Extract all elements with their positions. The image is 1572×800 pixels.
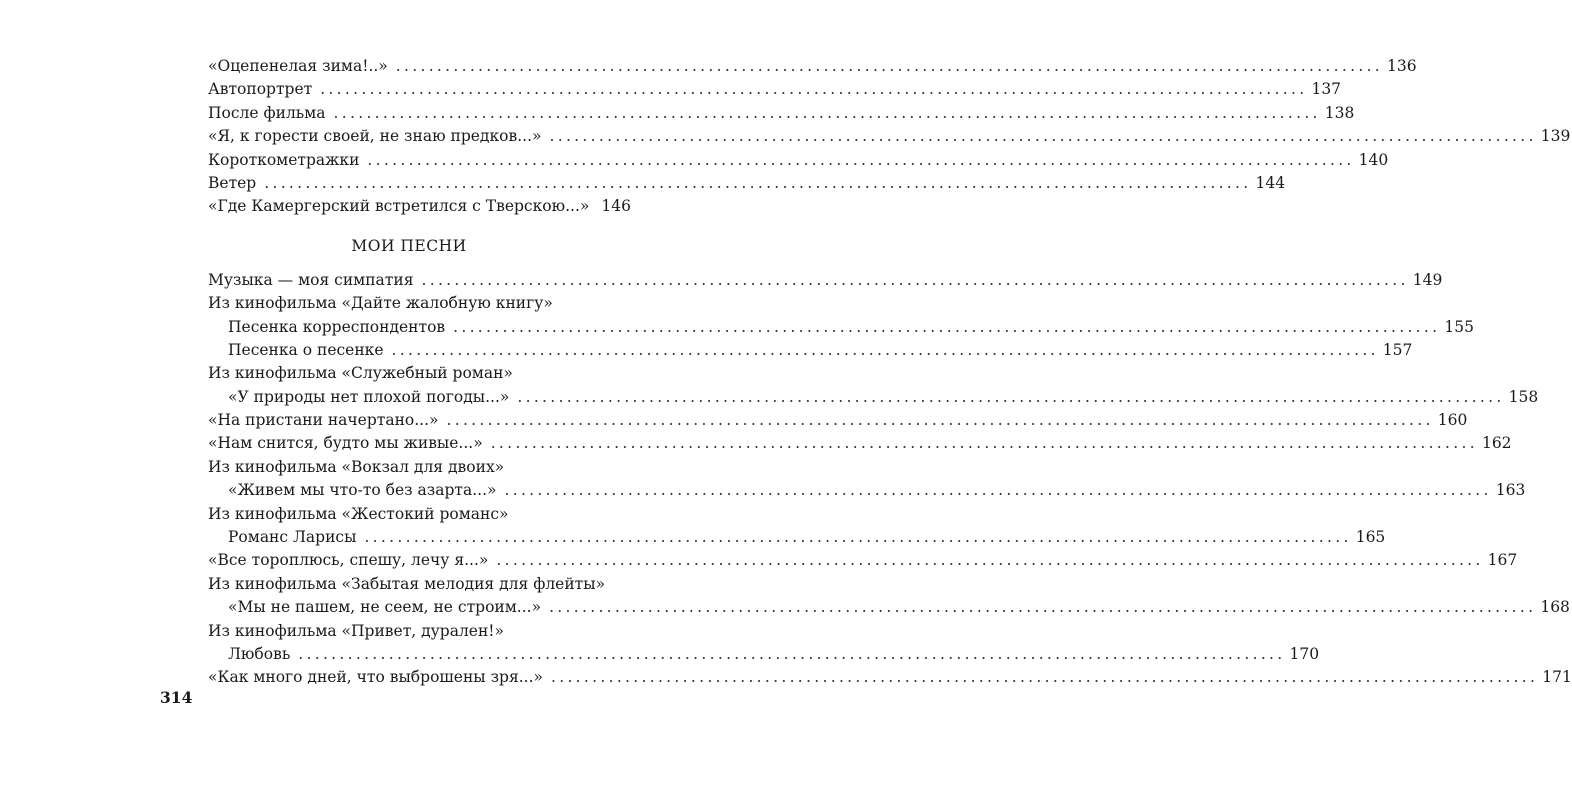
toc-list-songs bbox=[208, 269, 1572, 690]
toc-entry-title: Из кинофильма «Служебный роман» bbox=[208, 364, 513, 383]
toc-entry bbox=[208, 78, 1342, 101]
dot-leader: ........................................................................................................................ bbox=[490, 434, 1478, 453]
toc-entry-page: 162 bbox=[1481, 434, 1512, 453]
toc-entry-title: «У природы нет плохой погоды...» bbox=[228, 387, 510, 406]
toc-entry-title: Ветер bbox=[208, 173, 257, 192]
toc-entry-title: Романс Ларисы bbox=[228, 528, 357, 547]
toc-entry-page: 168 bbox=[1540, 598, 1570, 617]
toc-entry bbox=[208, 503, 610, 526]
toc-entry-page: 149 bbox=[1412, 270, 1443, 289]
page-number: 314 bbox=[160, 688, 193, 707]
toc-entry bbox=[208, 292, 610, 315]
dot-leader: ........................................................................................................................ bbox=[298, 644, 1286, 663]
toc-entry bbox=[208, 195, 631, 218]
toc-entry-page: 163 bbox=[1495, 481, 1526, 500]
table-of-contents bbox=[208, 55, 1572, 690]
toc-entry-page: 165 bbox=[1355, 528, 1386, 547]
toc-entry-page: 136 bbox=[1387, 57, 1417, 75]
toc-entry-page: 157 bbox=[1382, 340, 1413, 359]
dot-leader: ........................................................................................................................ bbox=[364, 528, 1352, 547]
toc-entry bbox=[208, 666, 1572, 689]
toc-entry bbox=[208, 362, 610, 385]
dot-leader: ........................................................................................................................ bbox=[551, 668, 1539, 687]
toc-entry-title: Из кинофильма «Забытая мелодия для флейты» bbox=[208, 574, 606, 593]
toc-entry-title: Песенка о песенке bbox=[228, 340, 384, 359]
toc-entry-title: «Где Камергерский встретился с Тверскою...» bbox=[208, 197, 590, 216]
dot-leader: ........................................................................................................................ bbox=[395, 57, 1384, 75]
toc-entry-title: «Я, к горести своей, не знаю предков...» bbox=[208, 127, 542, 146]
toc-entry-title: Любовь bbox=[228, 644, 291, 663]
toc-entry-page: 137 bbox=[1311, 80, 1342, 99]
toc-entry bbox=[208, 573, 610, 596]
dot-leader: ........................................................................................................................ bbox=[446, 411, 1434, 430]
toc-entry-page: 139 bbox=[1540, 127, 1571, 146]
toc-entry-title: Из кинофильма «Жестокий романс» bbox=[208, 504, 509, 523]
toc-entry-page: 138 bbox=[1324, 103, 1355, 122]
toc-entry-page: 171 bbox=[1542, 668, 1572, 687]
dot-leader: ........................................................................................................................ bbox=[453, 317, 1441, 336]
toc-entry bbox=[208, 125, 1571, 148]
toc-entry-title: После фильма bbox=[208, 103, 326, 122]
toc-entry-page: 160 bbox=[1437, 411, 1468, 430]
dot-leader: ........................................................................................................................ bbox=[517, 387, 1505, 406]
section-heading: МОИ ПЕСНИ bbox=[351, 236, 467, 255]
toc-entry-title: «Оцепенелая зима!..» bbox=[208, 57, 388, 75]
toc-entry bbox=[208, 102, 1355, 125]
toc-entry-title: Из кинофильма «Вокзал для двоих» bbox=[208, 457, 505, 476]
dot-leader: ........................................................................................................................ bbox=[496, 551, 1484, 570]
toc-entry-page: 140 bbox=[1358, 150, 1389, 169]
toc-entry bbox=[208, 479, 1526, 502]
toc-entry bbox=[208, 149, 1389, 172]
toc-entry-title: Короткометражки bbox=[208, 150, 360, 169]
dot-leader: ........................................................................................................................ bbox=[549, 127, 1537, 146]
toc-entry-page: 144 bbox=[1255, 173, 1286, 192]
toc-entry bbox=[208, 596, 1570, 619]
toc-entry bbox=[208, 432, 1512, 455]
toc-entry-title: Из кинофильма «Дайте жалобную книгу» bbox=[208, 294, 553, 313]
toc-entry bbox=[208, 269, 1443, 292]
dot-leader: ........................................................................................................................ bbox=[391, 340, 1379, 359]
dot-leader: ........................................................................................................................ bbox=[264, 173, 1252, 192]
toc-entry bbox=[208, 386, 1539, 409]
toc-entry bbox=[208, 526, 1386, 549]
toc-entry bbox=[208, 339, 1413, 362]
toc-entry bbox=[208, 409, 1468, 432]
toc-entry bbox=[208, 643, 1320, 666]
dot-leader: ........................................................................................................................ bbox=[421, 270, 1409, 289]
toc-entry bbox=[208, 456, 610, 479]
toc-entry-title: «Как много дней, что выброшены зря...» bbox=[208, 668, 543, 687]
toc-entry-title: «Живем мы что-то без азарта...» bbox=[228, 481, 497, 500]
toc-entry-page: 170 bbox=[1289, 644, 1320, 663]
dot-leader: ........................................................................................................................ bbox=[320, 80, 1308, 99]
dot-leader: ........................................................................................................................ bbox=[504, 481, 1492, 500]
toc-entry-page: 155 bbox=[1444, 317, 1474, 336]
toc-entry-title: Из кинофильма «Привет, дурален!» bbox=[208, 621, 505, 640]
toc-entry-title: «Нам снится, будто мы живые...» bbox=[208, 434, 483, 453]
toc-entry-title: Музыка — моя симпатия bbox=[208, 270, 414, 289]
toc-entry-page: 146 bbox=[601, 197, 631, 216]
dot-leader: ........................................................................................................................ bbox=[367, 150, 1355, 169]
toc-entry bbox=[208, 316, 1474, 339]
toc-entry bbox=[208, 549, 1518, 572]
toc-entry bbox=[208, 55, 1417, 78]
dot-leader: ........................................................................................................................ bbox=[549, 598, 1537, 617]
toc-entry-page: 158 bbox=[1508, 387, 1539, 406]
toc-entry-title: «Мы не пашем, не сеем, не строим...» bbox=[228, 598, 542, 617]
toc-entry bbox=[208, 172, 1286, 195]
toc-entry-title: «На пристани начертано...» bbox=[208, 411, 439, 430]
toc-entry-title: «Все тороплюсь, спешу, лечу я...» bbox=[208, 551, 489, 570]
toc-entry-title: Автопортрет bbox=[208, 80, 313, 99]
toc-entry-title: Песенка корреспондентов bbox=[228, 317, 446, 336]
toc-list-top bbox=[208, 55, 1571, 219]
section-spacer bbox=[208, 219, 610, 233]
dot-leader: ........................................................................................................................ bbox=[333, 103, 1321, 122]
toc-entry bbox=[208, 620, 610, 643]
toc-entry-page: 167 bbox=[1487, 551, 1518, 570]
